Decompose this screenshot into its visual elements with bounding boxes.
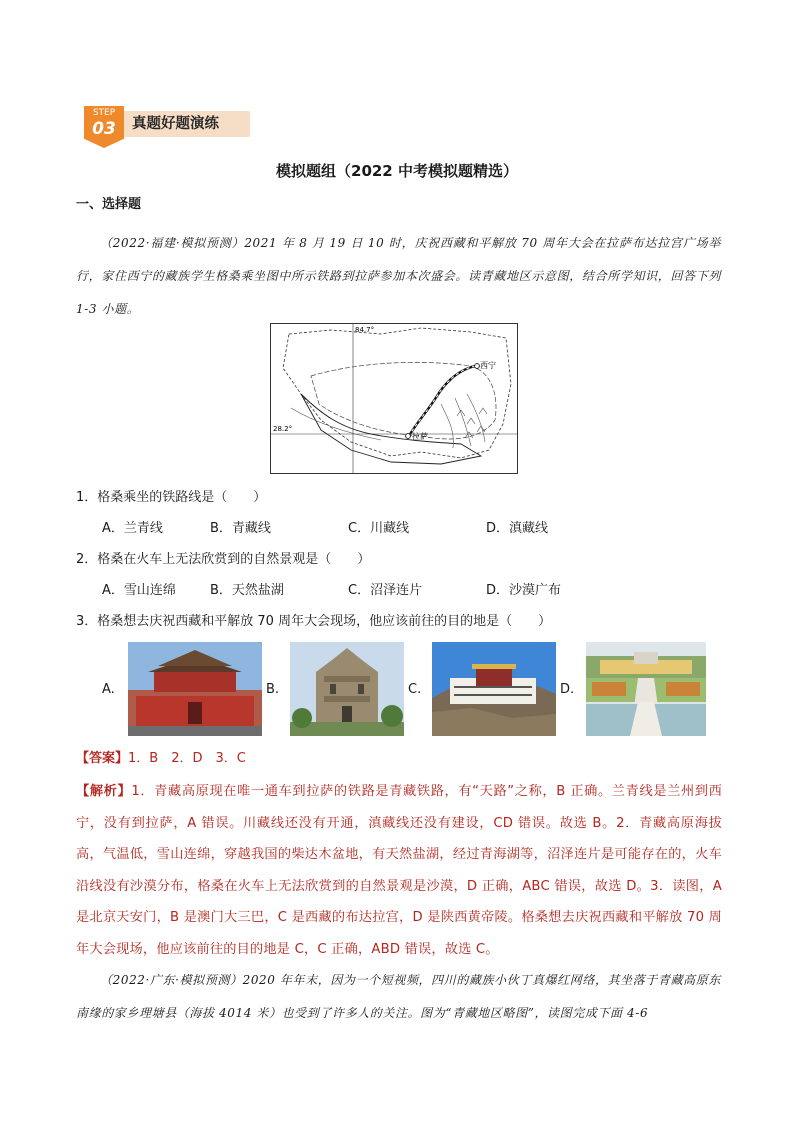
- question-2-stem: 2．格桑在火车上无法欣赏到的自然景观是（ ）: [76, 552, 371, 567]
- intro-paragraph-2: （2022·广东·模拟预测）2020 年年末，因为一个短视频，四川的藏族小伙丁真爆红网络，其坐落于青藏高原东南缘的家乡理塘县（海拔 4014 米）也受到了许多人的关注。图为“青藏地区略图”，读图完成下面 4-6: [76, 973, 721, 1020]
- potala-palace-photo: [432, 642, 556, 736]
- analysis-text: 1．青藏高原现在唯一通车到拉萨的铁路是青藏铁路，有“天路”之称，B 正确。兰青线是兰州到西宁，没有到拉萨，A 错误。川藏线还没有开通，滇藏线还没有建设，CD 错误。故选 B。2．青藏高原海拔高，气温低，雪山连绵，穿越我国的柴达木盆地，有天然盐湖，经过青海湖等，沼泽连片是可能存在的，火车沿线没有沙漠分布，格桑在火车上无法欣赏到的自然景观是沙漠，D 正确，ABC 错误，故选 D。3．读图，A 是北京天安门，B 是澳门大三巴，C 是西藏的布达拉宫，D 是陕西黄帝陵。格桑想去庆祝西藏和平解放 70 周年大会现场，他应该前往的目的地是 C，C 正确，ABD 错误，故选 C。: [76, 784, 722, 957]
- q3-option-b-label: B.: [266, 682, 280, 697]
- q2-option-d: D．沙漠广布: [486, 583, 562, 598]
- map-drawing: [271, 324, 517, 473]
- question-3-stem: 3．格桑想去庆祝西藏和平解放 70 周年大会现场，他应该前往的目的地是（ ）: [76, 614, 552, 629]
- huangdi-mausoleum-photo: [586, 642, 706, 736]
- q1-option-c: C．川藏线: [348, 521, 410, 536]
- question-1-stem: 1．格桑乘坐的铁路线是（ ）: [76, 490, 267, 505]
- q2-option-a: A．雪山连绵: [102, 583, 176, 598]
- step-number: 03: [92, 119, 116, 139]
- q3-option-a-label: A.: [102, 682, 115, 697]
- answer-line: [76, 748, 246, 770]
- section-heading: 一、选择题: [76, 197, 142, 212]
- xining-marker: [475, 364, 480, 369]
- ruins-st-paul-photo: [290, 642, 404, 736]
- lhasa-marker: [406, 434, 411, 439]
- lon-label: 84.7°: [355, 326, 375, 334]
- q1-option-a: A．兰青线: [102, 521, 163, 536]
- step-word: STEP: [92, 108, 116, 118]
- q3-option-c-label: C.: [408, 682, 422, 697]
- xining-label: 西宁: [480, 361, 496, 370]
- answer-text: 1．B 2．D 3．C: [128, 751, 246, 766]
- q2-option-c: C．沼泽连片: [348, 583, 423, 598]
- page-title: 模拟题组（2022 中考模拟题精选）: [276, 162, 518, 180]
- q2-option-b: B．天然盐湖: [210, 583, 284, 598]
- qinghai-tibet-map: [270, 323, 518, 474]
- intro-paragraph: （2022·福建·模拟预测）2021 年 8 月 19 日 10 时，庆祝西藏和平解放 70 周年大会在拉萨布达拉宫广场举行，家住西宁的藏族学生格桑乘坐图中所示铁路到拉萨参加本次盛会。读青藏地区示意图，结合所学知识，回答下列 1-3 小题。: [76, 236, 721, 316]
- tiananmen-photo: [128, 642, 262, 736]
- answer-label: 【答案】: [76, 751, 129, 766]
- step-title: 真题好题演练: [132, 116, 219, 132]
- q1-option-b: B．青藏线: [210, 521, 271, 536]
- lhasa-label: 拉萨: [412, 432, 428, 441]
- lat-label: 28.2°: [273, 425, 293, 433]
- q1-option-d: D．滇藏线: [486, 521, 549, 536]
- q3-option-d-label: D.: [560, 682, 575, 697]
- analysis-block: [76, 776, 722, 965]
- analysis-label: 【解析】: [76, 784, 132, 799]
